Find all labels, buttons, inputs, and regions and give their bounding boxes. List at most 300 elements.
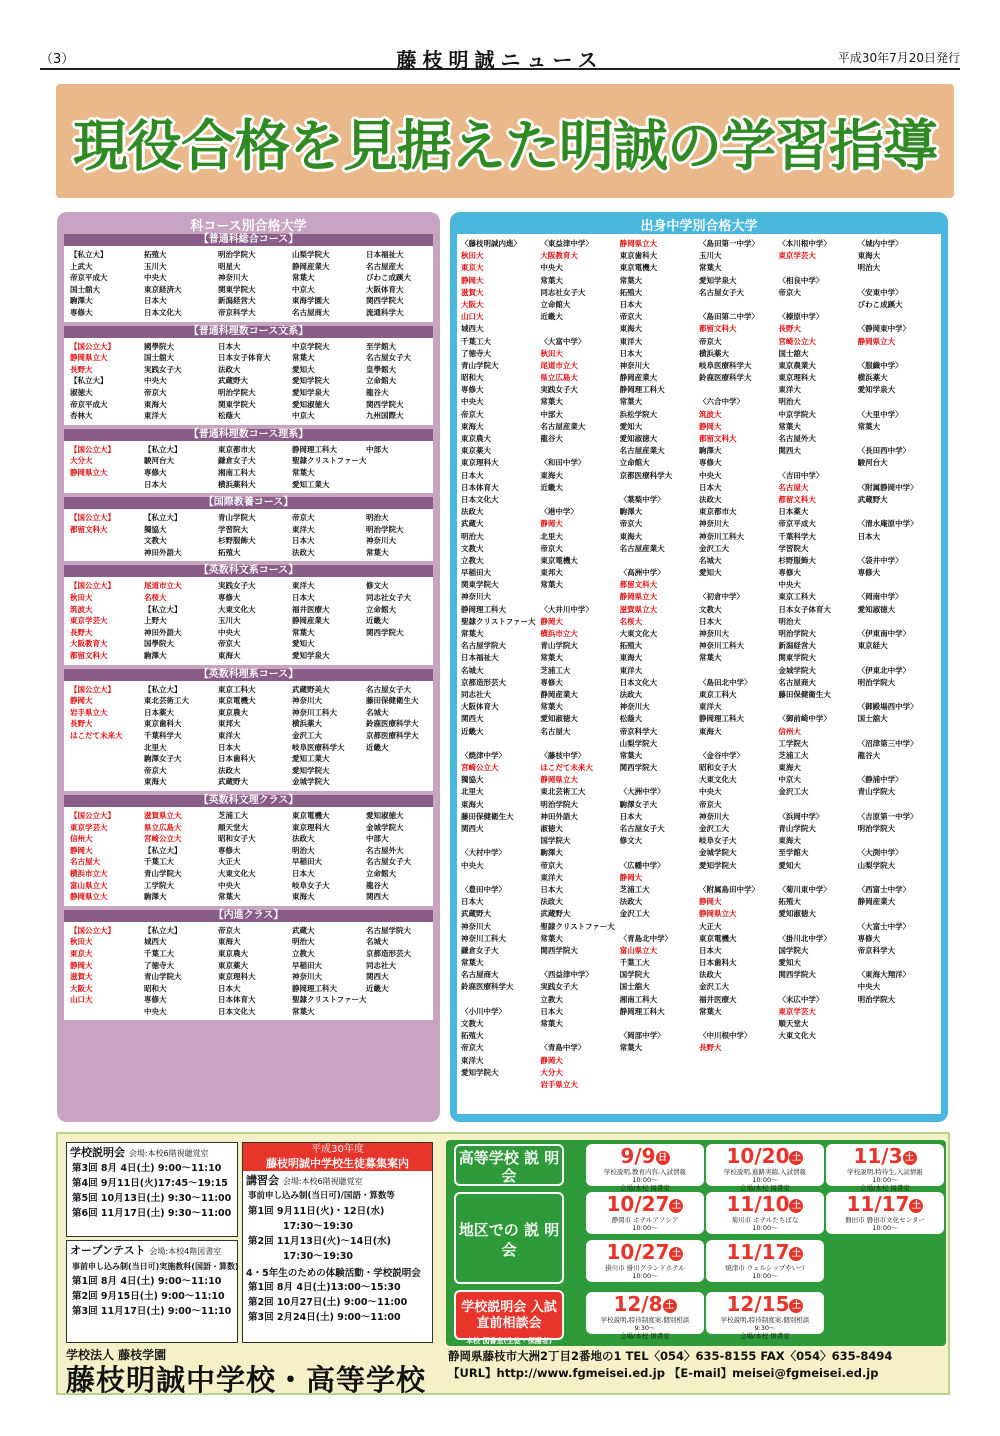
university-name: 富山県立大 [619, 945, 658, 955]
university-column [366, 684, 439, 788]
university-name: 帝京科学大 [218, 307, 256, 317]
university-column [144, 341, 218, 422]
university-name: 信州大 [778, 726, 801, 736]
school-column [540, 238, 619, 1110]
university-column [144, 249, 218, 319]
university-name: 関東学院大 [218, 399, 256, 409]
event-date: 11/10 土 [706, 1192, 824, 1216]
university-name: 金沢工大 [619, 909, 650, 919]
spacer [858, 799, 937, 811]
weekday-badge: 土 [669, 1199, 683, 1213]
university-name: 東洋大 [540, 872, 563, 882]
spacer [858, 652, 937, 664]
university-name: 【私立大】 [144, 513, 182, 523]
university-name: 東海大 [218, 651, 241, 661]
event-detail: 9:30〜 [754, 1324, 776, 1332]
university-name: 愛知淑徳大 [778, 909, 816, 919]
briefing-row: 第4回 9月11日(火)17:45〜19:15 [72, 1178, 228, 1189]
course-section-body [64, 338, 433, 425]
middle-school-name: 〈高洲中学〉 [619, 568, 665, 578]
university-name: 東海大 [461, 421, 484, 431]
university-name: 九州国際大 [366, 411, 404, 421]
university-column [366, 580, 439, 661]
university-name: 静岡産業大 [292, 261, 330, 271]
course-section-heading: 【普通科総合コース】 [64, 234, 433, 246]
university-name: 静岡県立大 [70, 353, 108, 363]
university-name: はこだて未来大 [540, 763, 593, 773]
university-column [292, 580, 366, 661]
university-name: 名桜大 [144, 593, 167, 603]
address: 静岡県藤枝市大洲2丁目2番地の1 TEL〈054〉635-8155 FAX〈054〉635-8494 [448, 1349, 893, 1363]
university-name: 信州大 [70, 834, 93, 844]
university-name: 京都造形芸大 [461, 677, 506, 687]
spacer [540, 445, 619, 457]
event-detail: 学校説明,教育内容,入試情報 [603, 1168, 687, 1176]
university-name: 帝京科学大 [857, 945, 896, 955]
university-name: 岐阜女子大 [292, 880, 330, 890]
course-section [64, 429, 433, 493]
middle-school-name: 〈安東中学〉 [857, 287, 903, 297]
university-name: 立教大 [540, 994, 563, 1004]
middle-school-name: 〈和田中学〉 [540, 458, 586, 468]
event-date: 11/17 土 [826, 1192, 944, 1216]
university-name: 東洋大 [144, 411, 167, 421]
spacer [461, 738, 540, 750]
university-column [218, 341, 292, 422]
university-name: 帝京大 [218, 925, 241, 935]
university-name: 駒澤大 [144, 651, 167, 661]
university-name: 東洋大 [218, 731, 241, 740]
university-name: 杉野服飾大 [218, 536, 256, 546]
university-name: 日本薬大 [778, 507, 809, 517]
university-name: 常葉大 [366, 547, 389, 557]
university-name: 浜松学院大 [619, 409, 658, 419]
spacer [858, 470, 937, 482]
university-name: 関東学院大 [461, 580, 499, 590]
university-name: 工学院大 [144, 880, 174, 890]
university-name: 中央大 [540, 263, 563, 273]
university-name: 明治学院大 [778, 629, 816, 638]
university-name: 鈴鹿医療科学大 [366, 719, 419, 729]
university-name: 大阪体育大 [366, 284, 404, 294]
university-name: 横浜薬大 [857, 373, 888, 383]
university-name: 長野大 [70, 627, 93, 637]
university-column [70, 684, 144, 788]
course-section-heading: 【内進クラス】 [64, 910, 433, 922]
university-name: 名古屋産業大 [619, 446, 665, 456]
university-name: 武蔵野大 [218, 376, 248, 386]
university-name: 静岡大 [540, 519, 563, 529]
event-detail: 会場/本校 図書室 [740, 1184, 790, 1192]
middle-school-name: 〈菊川東中学〉 [778, 884, 831, 894]
university-name: 日本体育大 [461, 482, 499, 492]
university-name: 長野大 [699, 1043, 722, 1053]
university-name: 拓殖大 [619, 287, 643, 297]
lecture-row: 事前申し込み制(当日可)/国語・算数等 [248, 1191, 395, 1201]
university-name: 山梨学院大 [857, 860, 896, 870]
spacer [461, 872, 540, 884]
university-column [70, 925, 144, 1018]
middle-school-name: 〈大渕中学〉 [857, 848, 903, 858]
university-name: 京都造形芸大 [366, 948, 411, 958]
university-name: 神奈川工科大 [699, 641, 744, 651]
event-detail: 会場/本校 図書室 [740, 1332, 790, 1340]
university-column [144, 444, 218, 490]
middle-school-name: 〈西富士中学〉 [857, 884, 911, 894]
spacer [858, 433, 937, 445]
university-name: 武蔵野美大 [292, 684, 330, 694]
experience-row: 第2回 10月27日(土) 9:00〜11:00 [248, 1297, 408, 1308]
university-name: 常葉大 [699, 263, 722, 273]
weekday-badge: 土 [789, 1299, 803, 1313]
university-name: 青山学院大 [778, 824, 816, 833]
university-name: 名古屋大 [540, 726, 571, 736]
university-name: 東京学芸大 [70, 616, 108, 626]
university-name: 大分大 [70, 456, 93, 466]
university-name: 東京経済大 [144, 284, 182, 294]
university-name: 東京都市大 [699, 507, 737, 517]
university-column [292, 512, 366, 558]
university-name: 常葉大 [619, 750, 643, 760]
university-name: 至学館大 [366, 341, 396, 351]
middle-school-name: 〈浜岡中学〉 [778, 811, 824, 821]
middle-school-name: 〈沼津第三中学〉 [857, 738, 918, 748]
university-name: 関西学院大 [366, 296, 404, 306]
event-date-card [706, 1144, 824, 1192]
middle-school-name: 〈袋井中学〉 [857, 555, 903, 565]
course-sections [64, 234, 433, 1020]
middle-school-name: 〈広幡中学〉 [619, 860, 665, 870]
university-column [366, 925, 439, 1018]
university-name: 龍谷大 [857, 750, 881, 760]
university-name: 駿河台大 [857, 458, 888, 468]
university-name: 東京都市大 [218, 444, 256, 454]
university-name: 静岡県立大 [857, 336, 896, 346]
event-date: 10/27 土 [586, 1240, 704, 1264]
university-name: 流通科学大 [366, 307, 404, 317]
university-name: 日本大 [540, 884, 563, 894]
briefing-venue: 会場:本校6階視聴覚室 [128, 1149, 209, 1158]
consult-venue: 本校 図書室(生徒・保護者) [466, 1337, 552, 1345]
middle-school-name: 〈御前崎中学〉 [778, 714, 831, 724]
university-column [144, 580, 218, 661]
university-name: 芝浦工大 [778, 750, 809, 760]
university-name: 東京学芸大 [70, 822, 108, 832]
event-detail: 10:00〜 [752, 1224, 778, 1232]
university-name: 東京理科大 [292, 822, 330, 832]
university-name: 山口大 [461, 312, 484, 322]
university-name: 名古屋外大 [366, 845, 404, 855]
newsletter-title: 藤枝明誠ニュース [396, 48, 604, 72]
university-name: 東海大 [144, 399, 167, 409]
event-date-card [586, 1292, 704, 1340]
university-name: 東海大 [144, 777, 167, 787]
university-name: 学習院大 [778, 543, 809, 553]
university-name: 鎌倉女子大 [218, 456, 256, 466]
university-name: 日本大 [461, 897, 484, 907]
university-name: 【私立大】 [144, 604, 182, 614]
spacer [858, 835, 937, 847]
middle-school-name: 〈西益津中学〉 [540, 970, 593, 980]
university-name: 名古屋産大 [366, 261, 404, 271]
university-name: 北里大 [540, 531, 563, 541]
regional-briefing-label: 地区での 説 明 会 [454, 1192, 564, 1284]
university-name: 金沢工大 [778, 787, 809, 797]
university-name: 東洋大 [292, 524, 315, 534]
university-name: 日本大 [218, 341, 241, 351]
university-name: 常葉大 [540, 275, 563, 285]
university-name: 中部大 [366, 444, 389, 454]
university-name: 国学院大 [540, 836, 571, 846]
university-name: 東海大 [619, 324, 643, 334]
university-name: 都留文科大 [619, 580, 658, 590]
university-name: 東海学園大 [292, 296, 330, 306]
university-name: 実践女子大 [218, 581, 256, 591]
course-section-body [64, 509, 433, 561]
university-name: 青山学院大 [144, 972, 182, 982]
university-name: 常葉大 [461, 629, 484, 638]
university-name: 帝京大 [461, 1043, 484, 1053]
university-name: 駒澤大 [699, 446, 722, 456]
university-name: 国学院大 [778, 945, 809, 955]
university-name: 常葉大 [857, 421, 881, 431]
university-name: 早稲田大 [292, 960, 322, 970]
university-name: 龍谷大 [366, 387, 389, 397]
university-name: 東海大 [857, 251, 881, 261]
spacer [778, 299, 857, 311]
university-name: 岐阜女子大 [699, 836, 737, 846]
university-name: 名城大 [461, 665, 484, 675]
university-name: 龍谷大 [540, 434, 563, 443]
course-section [64, 910, 433, 1021]
university-name: 【国公立大】 [70, 810, 115, 820]
event-detail: 菊川市 ホテルたちばな [731, 1216, 799, 1224]
university-name: 常葉大 [540, 1019, 563, 1028]
university-column [70, 249, 144, 319]
spacer [540, 494, 619, 506]
university-name: 駒澤大 [619, 507, 643, 517]
university-name: 神奈川大 [218, 273, 248, 283]
course-section [64, 234, 433, 322]
middle-school-name: 〈長田西中学〉 [857, 446, 911, 456]
university-name: 山梨学院大 [619, 738, 658, 748]
university-column [218, 444, 292, 490]
university-name: 常葉大 [699, 653, 722, 663]
spacer [858, 908, 937, 920]
event-detail: 10:00〜 [632, 1224, 658, 1232]
open-test-box [66, 1240, 238, 1343]
university-name: 昭和大 [144, 983, 167, 993]
university-name: 名古屋学院大 [366, 925, 411, 935]
university-name: 常葉大 [540, 933, 563, 943]
university-name: 大阪教育大 [70, 639, 108, 649]
university-name: 常葉大 [540, 702, 563, 712]
university-name: 専修大 [857, 933, 881, 943]
university-name: 中央大 [778, 580, 801, 590]
university-name: 静岡産業大 [540, 689, 578, 699]
university-name: 秋田大 [540, 348, 563, 358]
university-name: 国士舘大 [70, 284, 100, 294]
university-name: 東京電機大 [292, 810, 330, 820]
middle-school-name: 〈御殿場西中学〉 [857, 702, 918, 712]
university-name: 専修大 [857, 568, 881, 578]
university-name: 近畿大 [366, 983, 389, 993]
university-column [70, 580, 144, 661]
university-name: 宮崎公立大 [144, 834, 182, 844]
university-column [292, 925, 366, 1018]
spacer [699, 299, 778, 311]
university-name: 日本福祉大 [461, 653, 499, 663]
course-section [64, 669, 433, 791]
event-date: 10/27 土 [586, 1192, 704, 1216]
university-name: 帝京大 [144, 765, 167, 775]
university-name: 大阪大 [461, 299, 484, 309]
university-name: 神奈川大 [619, 360, 650, 370]
middle-school-name: 〈藤枝明誠内進〉 [461, 239, 521, 248]
university-name: 上武大 [70, 261, 93, 271]
spacer [620, 847, 699, 859]
university-name: 東京経大 [857, 641, 888, 651]
university-name: 静岡理工科大 [619, 1006, 665, 1016]
consult-label [454, 1290, 564, 1345]
university-name: 法政大 [218, 765, 241, 775]
university-name: 秋田大 [70, 593, 93, 603]
university-name: 法政大 [540, 897, 563, 907]
university-name: 武蔵野大 [461, 909, 491, 919]
university-name: 法政大 [619, 897, 643, 907]
university-name: 静岡大 [699, 897, 722, 907]
spacer [778, 981, 857, 993]
middle-school-name: 〈服織中学〉 [857, 360, 903, 370]
university-name: 拓殖大 [778, 897, 801, 907]
recruitment-title: 藤枝明誠中学校生徒募集案内 [243, 1156, 432, 1171]
university-name: 中央大 [461, 397, 484, 407]
university-name: 愛知工業大 [292, 479, 330, 489]
university-name: 東京農大 [461, 434, 491, 443]
university-name: 国士舘大 [857, 714, 888, 724]
university-name: 岐阜医療科学大 [292, 742, 345, 752]
course-section-body [64, 577, 433, 664]
university-name: 昭和女子大 [218, 834, 256, 844]
middle-school-name: 〈末広中学〉 [778, 994, 824, 1004]
lecture-venue: 会場:本校6階視聴覚室 [282, 1177, 363, 1186]
university-name: 中京大 [292, 411, 315, 421]
university-name: 玉川大 [144, 261, 167, 271]
university-name: 神田外語大 [144, 547, 182, 557]
university-name: 立命館大 [366, 868, 396, 878]
university-name: 立命館大 [619, 458, 650, 468]
university-name: 関東学院大 [778, 653, 816, 663]
university-name: 大東文化大 [619, 629, 658, 638]
university-name: 東洋大 [778, 385, 801, 395]
university-name: 日本大 [857, 531, 881, 541]
course-section-heading: 【国際教養コース】 [64, 497, 433, 509]
university-name: 東京工科大 [699, 689, 737, 699]
university-name: 静岡県立大 [699, 909, 737, 919]
university-name: 青山学院大 [218, 513, 256, 523]
university-name: 中央大 [218, 880, 241, 890]
spacer [858, 616, 937, 628]
university-name: 芝浦工大 [540, 665, 571, 675]
event-date: 10/20 土 [706, 1144, 824, 1168]
university-name: 神奈川大 [461, 921, 491, 931]
spacer [858, 506, 937, 518]
university-name: 明治大 [366, 513, 389, 523]
university-name: 駒澤女子大 [144, 754, 182, 764]
university-name: 法政大 [292, 834, 315, 844]
weekday-badge: 土 [903, 1151, 917, 1165]
university-name: 東京電機大 [619, 263, 658, 273]
course-section-heading: 【普通科理数コース文系】 [64, 326, 433, 338]
university-name: 愛知学院大 [292, 376, 330, 386]
university-name: 滋賀大 [461, 287, 484, 297]
course-section-heading: 【英数科理系コース】 [64, 669, 433, 681]
university-name: 中部大 [540, 409, 563, 419]
university-name: 長野大 [70, 364, 93, 374]
university-name: 実践女子大 [540, 982, 578, 992]
event-date-card [706, 1240, 824, 1282]
university-name: 名古屋大 [778, 482, 809, 492]
university-name: 東京学芸大 [778, 251, 816, 261]
university-name: 愛知学泉大 [857, 385, 896, 395]
university-name: 静岡大 [70, 845, 93, 855]
university-name: 滋賀県立大 [144, 810, 182, 820]
university-name: 関東学院大 [218, 284, 256, 294]
university-name: 日本文化大 [218, 1006, 256, 1016]
event-detail: 10:00〜 [752, 1272, 778, 1280]
middle-school-name: 〈榛原中学〉 [778, 312, 824, 322]
university-name: 東海大 [461, 799, 484, 809]
university-name: 同志社大 [366, 960, 396, 970]
university-name: 法政大 [699, 970, 722, 980]
university-column [218, 512, 292, 558]
university-name: 駿河台大 [144, 456, 174, 466]
university-name: 静岡県立大 [540, 775, 578, 785]
open-test-row: 第2回 9月15日(土) 9:00〜11:10 [72, 1291, 225, 1302]
university-name: 日本大 [218, 742, 241, 752]
university-name: 都留文科大 [699, 324, 737, 334]
event-date: 11/3 土 [826, 1144, 944, 1168]
university-name: 関西学院大 [366, 627, 404, 637]
open-test-row: 第1回 8月 4日(土) 9:00〜11:10 [72, 1276, 222, 1287]
school-column [858, 238, 937, 1110]
experience-row: 第1回 8月 4日(土)13:00〜15:30 [248, 1282, 401, 1293]
university-name: 都留文科大 [778, 494, 816, 504]
university-name: 愛知淑徳大 [540, 714, 578, 724]
university-name: 都留文科大 [70, 524, 108, 534]
university-name: 鎌倉女子大 [461, 945, 499, 955]
university-name: 金沢工大 [292, 731, 322, 740]
university-name: 名古屋女子大 [699, 287, 744, 297]
university-name: 帝京大 [144, 387, 167, 397]
university-name: 修文大 [366, 581, 389, 591]
university-name: 拓殖大 [218, 547, 241, 557]
university-name: 日本体育大 [218, 995, 256, 1005]
university-name: 日本歯科大 [218, 754, 256, 764]
university-name: 静岡理工科大 [699, 714, 744, 724]
university-name: 神奈川大 [366, 536, 396, 546]
middle-school-name: 〈附属静岡中学〉 [857, 482, 918, 492]
university-column [292, 684, 366, 788]
university-name: 愛知学院大 [699, 860, 737, 870]
university-name: 武蔵野大 [857, 494, 888, 504]
university-name: 淑徳大 [70, 387, 93, 397]
university-name: 愛知大 [699, 568, 722, 578]
university-name: 岩手県立大 [70, 707, 108, 717]
university-name: びわこ成蹊大 [366, 273, 411, 283]
university-name: 武蔵大 [292, 925, 315, 935]
university-column [292, 341, 366, 422]
